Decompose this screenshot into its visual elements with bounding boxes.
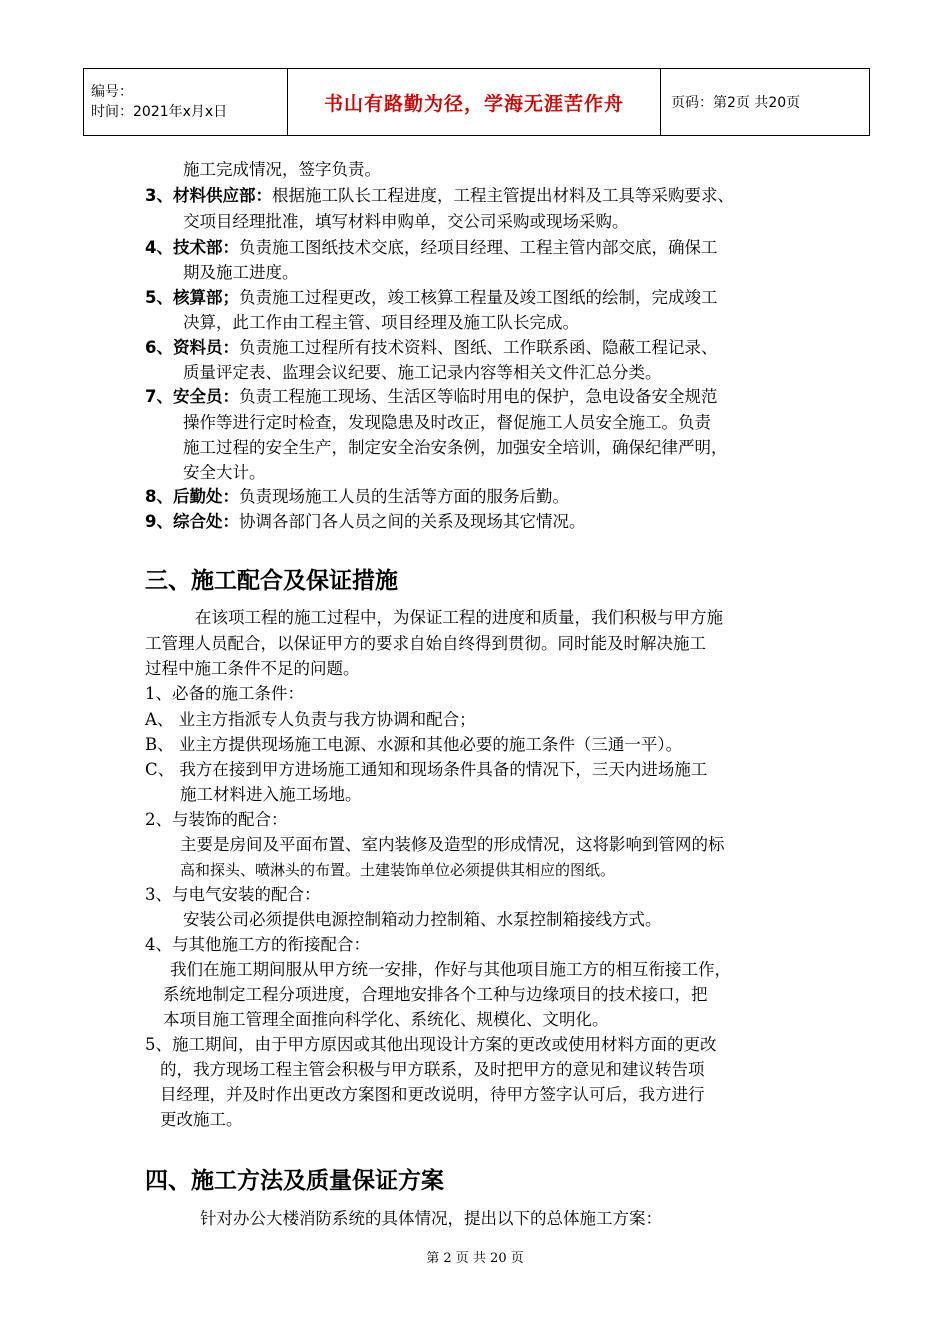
continued-text: 施工完成情况，签字负责。 <box>183 160 381 179</box>
paragraph-line: 过程中施工条件不足的问题。 <box>145 659 360 678</box>
list-item-continuation: 决算，此工作由工程主管、项目经理及施工队长完成。 <box>183 313 579 332</box>
paragraph-line: 工管理人员配合，以保证甲方的要求自始自终得到贯彻。同时能及时解决施工 <box>145 634 706 653</box>
paragraph-line: 本项目施工管理全面推向科学化、系统化、规模化、文明化。 <box>163 1010 609 1029</box>
condition-item-continuation: 施工材料进入施工场地。 <box>180 785 362 804</box>
list-item: 5、核算部；负责施工过程更改，竣工核算工程量及竣工图纸的绘制，完成竣工 <box>145 288 718 307</box>
list-item-continuation: 期及施工进度。 <box>183 263 299 282</box>
document-number-label: 编号： <box>91 84 133 100</box>
header-meta <box>84 69 288 136</box>
paragraph-line: 在该项工程的施工过程中，为保证工程的进度和质量，我们积极与甲方施 <box>195 608 723 627</box>
header-page-number: 页码：第2页 共20页 <box>661 69 870 136</box>
list-item: 9、综合处：协调各部门各人员之间的关系及现场其它情况。 <box>145 512 586 531</box>
paragraph-line: 安装公司必须提供电源控制箱动力控制箱、水泵控制箱接线方式。 <box>183 910 662 929</box>
list-item-continuation: 安全大计。 <box>183 463 266 482</box>
paragraph-line: 目经理，并及时作出更改方案图和更改说明，待甲方签字认可后，我方进行 <box>160 1085 705 1104</box>
section-heading: 三、施工配合及保证措施 <box>145 568 398 594</box>
list-item: 4、技术部：负责施工图纸技术交底，经项目经理、工程主管内部交底，确保工 <box>145 238 718 257</box>
list-item-continuation: 操作等进行定时检查，发现隐患及时改正，督促施工人员安全施工。负责 <box>183 413 711 432</box>
condition-item: B、 业主方提供现场施工电源、水源和其他必要的施工条件（三通一平）。 <box>145 735 683 754</box>
list-item: 6、资料员：负责施工过程所有技术资料、图纸、工作联系函、隐蔽工程记录、 <box>145 338 718 357</box>
paragraph-line: 更改施工。 <box>160 1110 243 1129</box>
list-item: 8、后勤处：负责现场施工人员的生活等方面的服务后勤。 <box>145 487 569 506</box>
condition-item: C、 我方在接到甲方进场施工通知和现场条件具备的情况下，三天内进场施工 <box>145 760 708 779</box>
paragraph-line: 高和探头、喷淋头的布置。土建装饰单位必须提供其相应的图纸。 <box>180 861 616 879</box>
document-date: 时间：2021年x月x日 <box>91 104 228 120</box>
list-item: 3、材料供应部：根据施工队长工程进度，工程主管提出材料及工具等采购要求、 <box>145 186 734 205</box>
subsection-item: 4、与其他施工方的衔接配合： <box>145 935 370 954</box>
page-footer: 第 2 页 共 20 页 <box>426 1251 524 1266</box>
subsection-item: 3、与电气安装的配合： <box>145 885 321 904</box>
list-item-continuation: 质量评定表、监理会议纪要、施工记录内容等相关文件汇总分类。 <box>183 363 662 382</box>
list-item-continuation: 施工过程的安全生产，制定安全治安条例，加强安全培训，确保纪律严明， <box>183 438 728 457</box>
paragraph-line: 的，我方现场工程主管会积极与甲方联系，及时把甲方的意见和建议转告项 <box>160 1060 705 1079</box>
subsection-item: 5、施工期间，由于甲方原因或其他出现设计方案的更改或使用材料方面的更改 <box>145 1035 717 1054</box>
page-header <box>83 68 870 136</box>
paragraph-line: 系统地制定工程分项进度，合理地安排各个工种与边缘项目的技术接口，把 <box>163 985 708 1004</box>
list-item: 7、安全员：负责工程施工现场、生活区等临时用电的保护，急电设备安全规范 <box>145 387 718 406</box>
paragraph-line: 针对办公大楼消防系统的具体情况，提出以下的总体施工方案： <box>200 1209 662 1228</box>
paragraph-line: 主要是房间及平面布置、室内装修及造型的形成情况，这将影响到管网的标 <box>180 835 725 854</box>
list-item-continuation: 交项目经理批准，填写材料申购单，交公司采购或现场采购。 <box>183 212 629 231</box>
paragraph-line: 我们在施工期间服从甲方统一安排，作好与其他项目施工方的相互衔接工作， <box>170 960 731 979</box>
section-heading: 四、施工方法及质量保证方案 <box>145 1168 444 1194</box>
condition-item: A、 业主方指派专人负责与我方协调和配合； <box>145 710 476 729</box>
subsection-item: 2、与装饰的配合： <box>145 810 288 829</box>
header-motto: 书山有路勤为径，学海无涯苦作舟 <box>288 69 661 136</box>
subsection-item: 1、必备的施工条件： <box>145 684 304 703</box>
